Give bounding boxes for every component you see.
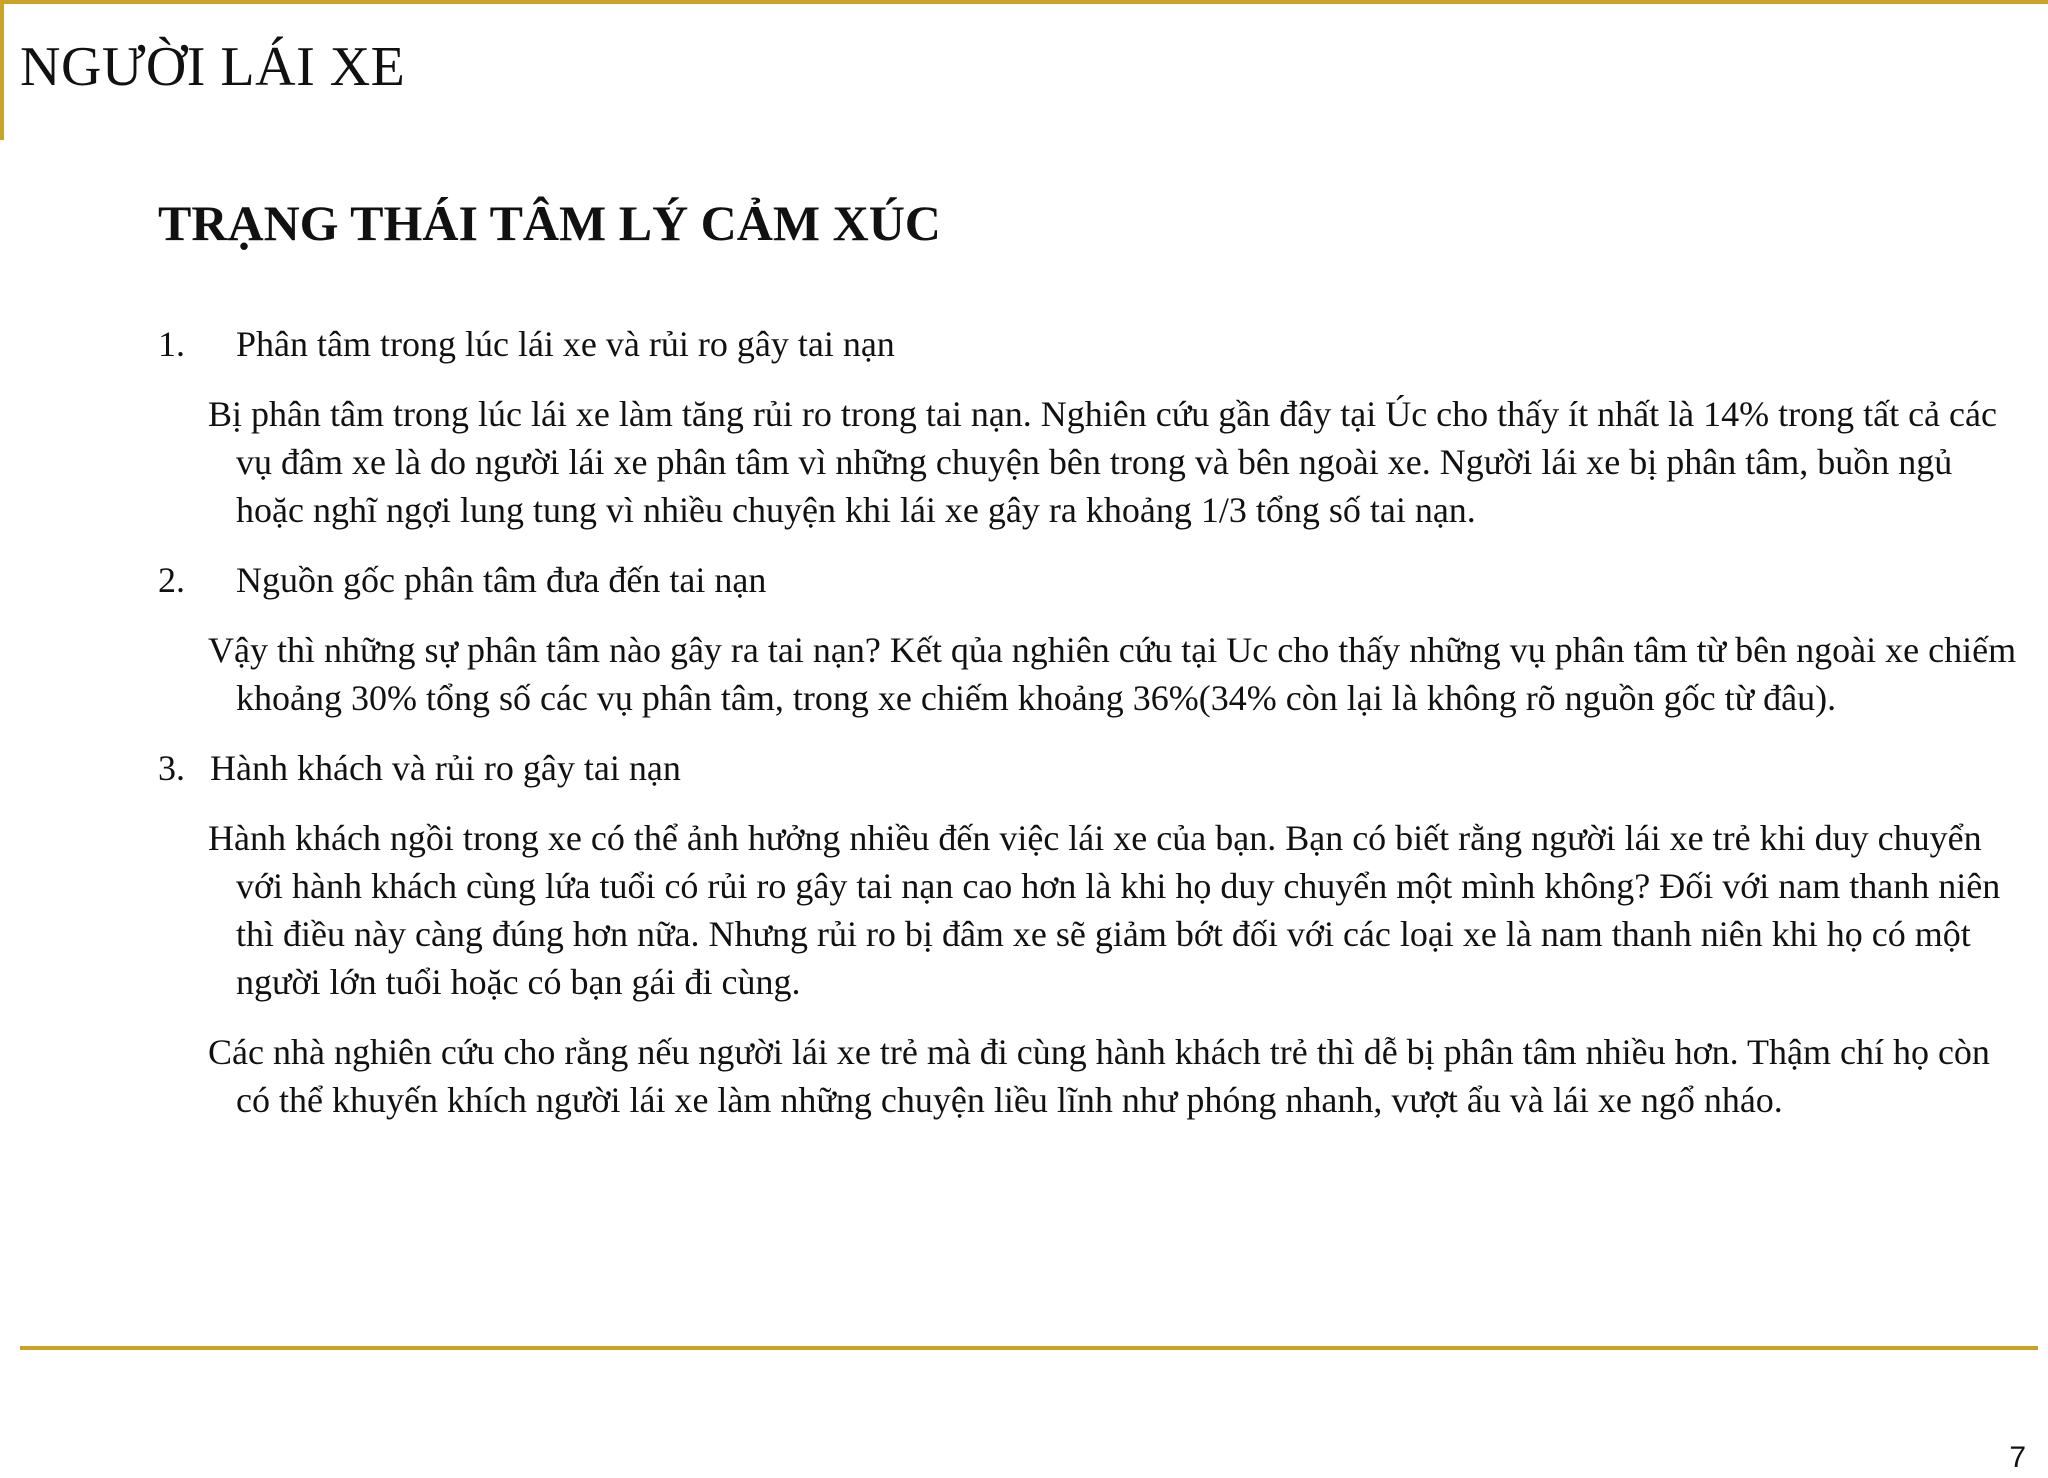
paragraph: Vậy thì những sự phân tâm nào gây ra tai nạn? Kết qủa nghiên cứu tại Uc cho thấy những vụ phân tâm từ bên ngoài xe chiếm khoảng 30% tổng số các vụ phân tâm, trong xe chiếm khoảng 36%(34% còn lại là không rõ nguồn gốc từ đâu). bbox=[208, 630, 2017, 718]
item-number: 3. bbox=[158, 748, 185, 788]
paragraph: Hành khách ngồi trong xe có thể ảnh hưởng nhiều đến việc lái xe của bạn. Bạn có biết rằng người lái xe trẻ khi duy chuyển với hành khách cùng lứa tuổi có rủi ro gây tai nạn cao hơn là khi họ duy chuyển một mình không? Đối với nam thanh niên thì điều này càng đúng hơn nữa. Nhưng rủi ro bị đâm xe sẽ giảm bớt đối với các loại xe là nam thanh niên khi họ có một người lớn tuổi hoặc có bạn gái đi cùng. bbox=[208, 818, 2001, 1002]
item-title-text: Phân tâm trong lúc lái xe và rủi ro gây tai nạn bbox=[236, 324, 895, 364]
title-accent-bar bbox=[0, 0, 4, 140]
paragraph: Các nhà nghiên cứu cho rằng nếu người lái xe trẻ mà đi cùng hành khách trẻ thì dễ bị phân tâm nhiều hơn. Thậm chí họ còn có thể khuyến khích người lái xe làm những chuyện liều lĩnh như phóng nhanh, vượt ẩu và lái xe ngổ nháo. bbox=[208, 1032, 1990, 1120]
item-title-text: Hành khách và rủi ro gây tai nạn bbox=[210, 748, 681, 788]
item-title bbox=[158, 744, 2028, 792]
paragraph: Bị phân tâm trong lúc lái xe làm tăng rủi ro trong tai nạn. Nghiên cứu gần đây tại Úc cho thấy ít nhất là 14% trong tất cả các vụ đâm xe là do người lái xe phân tâm vì những chuyện bên trong và bên ngoài xe. Người lái xe bị phân tâm, buồn ngủ hoặc nghĩ ngợi lung tung vì nhiều chuyện khi lái xe gây ra khoảng 1/3 tổng số tai nạn. bbox=[208, 394, 1997, 530]
item-title bbox=[158, 320, 2028, 368]
bottom-accent-rule bbox=[20, 1346, 2038, 1350]
list-item-2 bbox=[158, 556, 2028, 722]
item-title bbox=[158, 556, 2028, 604]
item-number: 2. bbox=[158, 560, 185, 600]
slide-title: NGƯỜI LÁI XE bbox=[20, 36, 406, 98]
top-accent-rule bbox=[0, 0, 2048, 4]
page-number: 7 bbox=[2009, 1441, 2026, 1474]
section-heading: TRẠNG THÁI TÂM LÝ CẢM XÚC bbox=[158, 195, 941, 251]
list-item-3 bbox=[158, 744, 2028, 1124]
item-number: 1. bbox=[158, 324, 185, 364]
list-item-1 bbox=[158, 320, 2028, 534]
item-title-text: Nguồn gốc phân tâm đưa đến tai nạn bbox=[236, 560, 767, 600]
slide-content bbox=[158, 320, 2028, 1146]
